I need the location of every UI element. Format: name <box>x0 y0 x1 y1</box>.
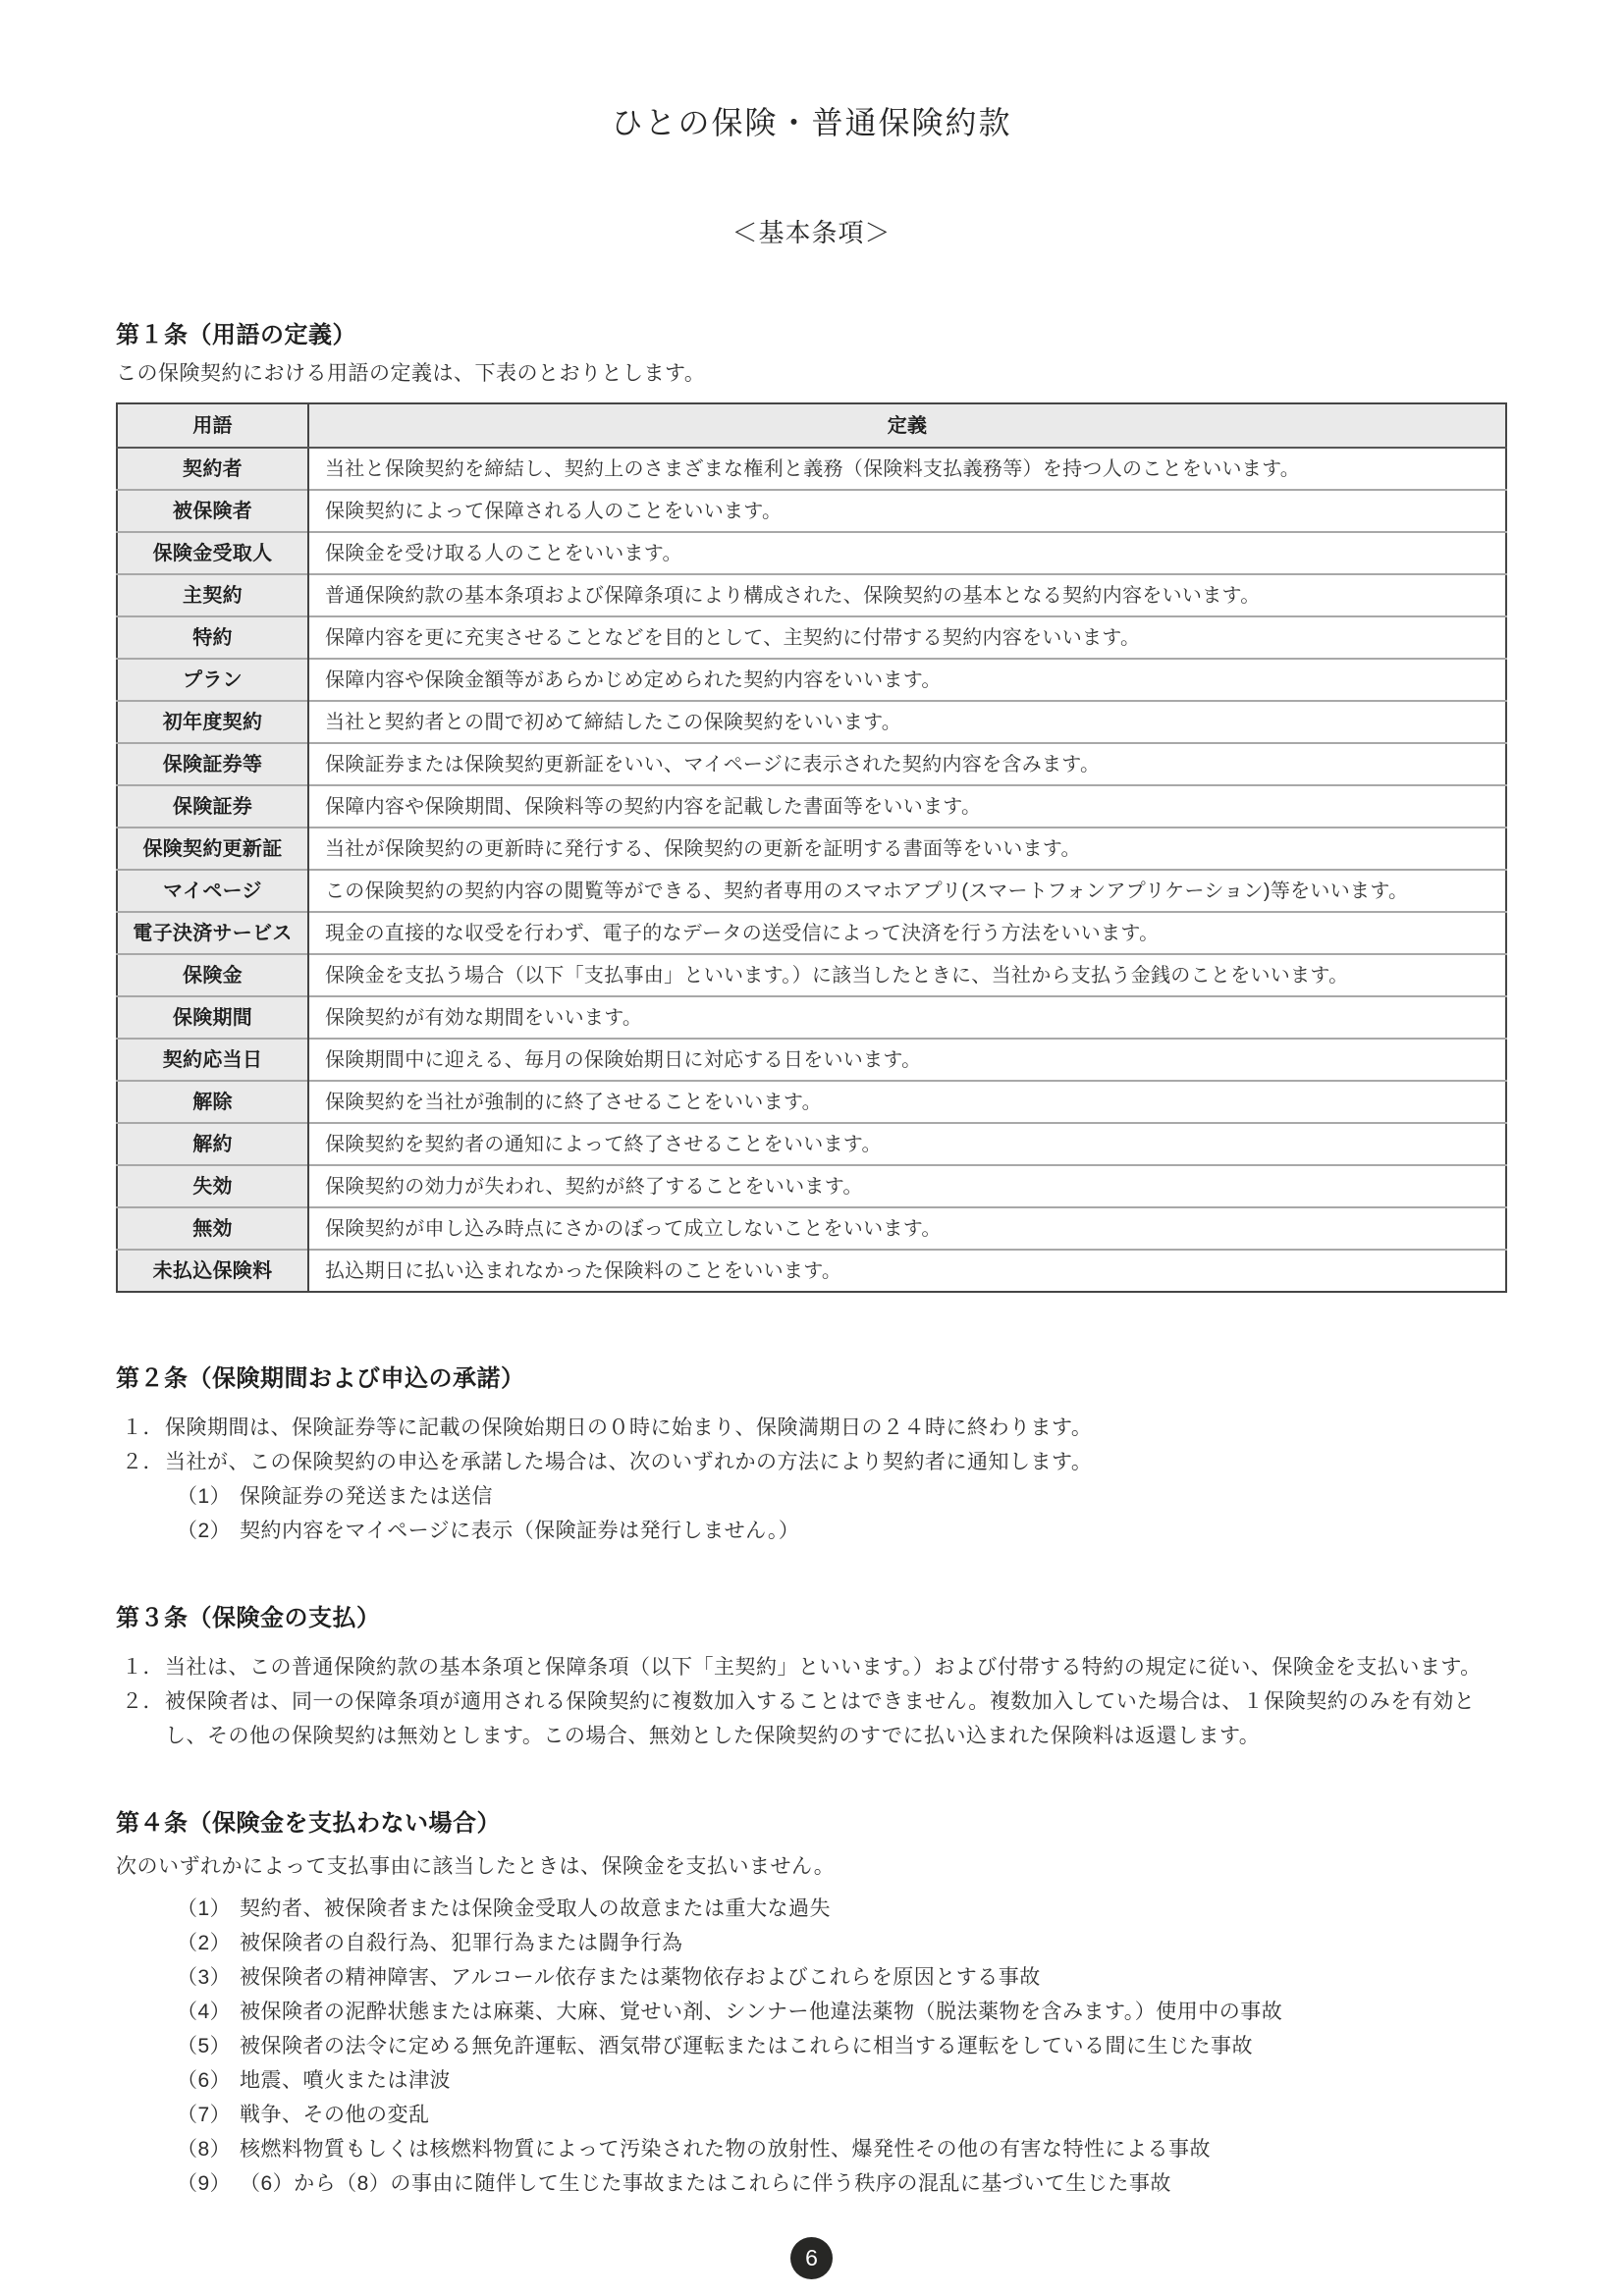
definition-cell: 現金の直接的な収受を行わず、電子的なデータの送受信によって決済を行う方法をいいます。 <box>308 912 1506 954</box>
sub-list-item-text: 戦争、その他の変乱 <box>240 2104 430 2126</box>
term-cell: 特約 <box>117 616 308 659</box>
sub-list-item-number: （1） <box>177 1485 232 1508</box>
definition-cell: この保険契約の契約内容の閲覧等ができる、契約者専用のスマホアプリ(スマートフォンアプリケーション)等をいいます。 <box>308 870 1506 912</box>
list-item-text: 当社が、この保険契約の申込を承諾した場合は、次のいずれかの方法により契約者に通知します。 <box>165 1451 1093 1473</box>
sub-list-item-number: （3） <box>177 1966 232 1989</box>
list-item-text: 被保険者は、同一の保障条項が適用される保険契約に複数加入することはできません。複数加入していた場合は、１保険契約のみを有効とし、その他の保険契約は無効とします。この場合、無効とした保険契約のすでに払い込まれた保険料は返還します。 <box>165 1690 1476 1747</box>
article-2-list <box>116 1411 1507 1548</box>
sub-list-item-number: （4） <box>177 2001 232 2023</box>
sub-list-item <box>177 2166 1507 2201</box>
table-row <box>117 616 1506 659</box>
article-4-list <box>116 1892 1507 2201</box>
sub-list-item-text: 被保険者の泥酔状態または麻薬、大麻、覚せい剤、シンナー他違法薬物（脱法薬物を含みます。）使用中の事故 <box>240 2001 1283 2023</box>
sub-list-item-number: （9） <box>177 2172 232 2195</box>
sub-list-item <box>177 1514 1507 1548</box>
sub-list-item-text: 被保険者の自殺行為、犯罪行為または闘争行為 <box>240 1932 683 1954</box>
definition-cell: 保険契約が有効な期間をいいます。 <box>308 996 1506 1039</box>
sub-list-item <box>177 2063 1507 2098</box>
sub-list-item <box>177 1960 1507 1995</box>
table-row <box>117 785 1506 828</box>
term-cell: 保険期間 <box>117 996 308 1039</box>
list-item-text: 保険期間は、保険証券等に記載の保険始期日の０時に始まり、保険満期日の２４時に終わります。 <box>165 1416 1093 1439</box>
definition-cell: 保険期間中に迎える、毎月の保険始期日に対応する日をいいます。 <box>308 1039 1506 1081</box>
definition-cell: 保険契約を当社が強制的に終了させることをいいます。 <box>308 1081 1506 1123</box>
sub-list-item-number: （7） <box>177 2104 232 2126</box>
term-cell: 無効 <box>117 1207 308 1250</box>
article-4 <box>116 1808 1507 2201</box>
sub-list-item-text: 核燃料物質もしくは核燃料物質によって汚染された物の放射性、爆発性その他の有害な特性による事故 <box>240 2138 1211 2161</box>
article-3-list <box>116 1650 1507 1753</box>
table-row <box>117 448 1506 490</box>
terms-definition-table <box>116 402 1507 1293</box>
term-cell: 保険金受取人 <box>117 532 308 574</box>
sub-list-item-text: 被保険者の精神障害、アルコール依存または薬物依存およびこれらを原因とする事故 <box>240 1966 1041 1989</box>
sub-list-item-number: （2） <box>177 1520 232 1542</box>
article-3-heading: 第３条（保険金の支払） <box>116 1605 381 1631</box>
term-cell: 契約応当日 <box>117 1039 308 1081</box>
table-row <box>117 1250 1506 1292</box>
sub-list-item-text: 契約内容をマイページに表示（保険証券は発行しません。） <box>240 1520 800 1542</box>
sub-list-item-text: 被保険者の法令に定める無免許運転、酒気帯び運転またはこれらに相当する運転をしている間に生じた事故 <box>240 2035 1253 2057</box>
sub-list-item-number: （1） <box>177 1897 232 1920</box>
table-row <box>117 912 1506 954</box>
term-cell: 電子決済サービス <box>117 912 308 954</box>
definition-cell: 保障内容を更に充実させることなどを目的として、主契約に付帯する契約内容をいいます。 <box>308 616 1506 659</box>
list-item-number: １． <box>122 1416 164 1439</box>
sub-list-item <box>177 1926 1507 1960</box>
definition-cell: 保険契約が申し込み時点にさかのぼって成立しないことをいいます。 <box>308 1207 1506 1250</box>
term-cell: 保険契約更新証 <box>117 828 308 870</box>
sub-list-item-number: （6） <box>177 2069 232 2092</box>
table-row <box>117 1123 1506 1165</box>
table-row <box>117 659 1506 701</box>
table-row <box>117 1039 1506 1081</box>
list-item-number: １． <box>122 1656 164 1679</box>
table-row <box>117 1165 1506 1207</box>
article-4-intro: 次のいずれかによって支払事由に該当したときは、保険金を支払いません。 <box>116 1855 836 1878</box>
term-cell: 解除 <box>117 1081 308 1123</box>
page-number-badge <box>790 2237 833 2279</box>
term-column-header: 用語 <box>117 403 308 448</box>
term-cell: 保険証券 <box>117 785 308 828</box>
sub-list-item <box>177 1892 1507 1926</box>
sub-list-item <box>177 1479 1507 1514</box>
definition-cell: 保険契約の効力が失われ、契約が終了することをいいます。 <box>308 1165 1506 1207</box>
table-row <box>117 870 1506 912</box>
definition-cell: 保険金を受け取る人のことをいいます。 <box>308 532 1506 574</box>
list-item <box>122 1411 1507 1445</box>
definition-cell: 保障内容や保険期間、保険料等の契約内容を記載した書面等をいいます。 <box>308 785 1506 828</box>
sub-list-item-text: 契約者、被保険者または保険金受取人の故意または重大な過失 <box>240 1897 831 1920</box>
term-cell: 契約者 <box>117 448 308 490</box>
table-row <box>117 954 1506 996</box>
article-4-heading: 第４条（保険金を支払わない場合） <box>116 1810 501 1837</box>
term-cell: 主契約 <box>117 574 308 616</box>
sub-list-item <box>177 2029 1507 2063</box>
sub-list-item-number: （2） <box>177 1932 232 1954</box>
term-cell: 未払込保険料 <box>117 1250 308 1292</box>
list-item <box>122 1445 1507 1479</box>
term-cell: 失効 <box>117 1165 308 1207</box>
definition-cell: 保険証券または保険契約更新証をいい、マイページに表示された契約内容を含みます。 <box>308 743 1506 785</box>
table-row <box>117 574 1506 616</box>
definition-cell: 保障内容や保険金額等があらかじめ定められた契約内容をいいます。 <box>308 659 1506 701</box>
sub-list-item-text: 保険証券の発送または送信 <box>240 1485 493 1508</box>
definition-cell: 保険金を支払う場合（以下「支払事由」といいます。）に該当したときに、当社から支払う金銭のことをいいます。 <box>308 954 1506 996</box>
table-row <box>117 996 1506 1039</box>
term-cell: 被保険者 <box>117 490 308 532</box>
list-item-text: 当社は、この普通保険約款の基本条項と保障条項（以下「主契約」といいます。）および付帯する特約の規定に従い、保険金を支払います。 <box>165 1656 1482 1679</box>
definition-cell: 普通保険約款の基本条項および保障条項により構成された、保険契約の基本となる契約内容をいいます。 <box>308 574 1506 616</box>
table-row <box>117 1081 1506 1123</box>
list-item <box>122 1684 1507 1753</box>
table-row <box>117 532 1506 574</box>
sub-list-item <box>177 1995 1507 2029</box>
table-header-row <box>117 403 1506 448</box>
article-2 <box>116 1363 1507 1548</box>
sub-list-item-number: （8） <box>177 2138 232 2161</box>
article-2-heading: 第２条（保険期間および申込の承諾） <box>116 1365 525 1392</box>
article-1-intro: この保険契約における用語の定義は、下表のとおりとします。 <box>116 362 706 385</box>
term-cell: 解約 <box>117 1123 308 1165</box>
table-row <box>117 1207 1506 1250</box>
term-cell: 保険証券等 <box>117 743 308 785</box>
sub-list-item-number: （5） <box>177 2035 232 2057</box>
term-cell: マイページ <box>117 870 308 912</box>
definition-column-header: 定義 <box>308 403 1506 448</box>
page-number: 6 <box>805 2245 818 2270</box>
term-cell: プラン <box>117 659 308 701</box>
table-row <box>117 701 1506 743</box>
definition-cell: 当社と契約者との間で初めて締結したこの保険契約をいいます。 <box>308 701 1506 743</box>
definition-cell: 当社と保険契約を締結し、契約上のさまざまな権利と義務（保険料支払義務等）を持つ人のことをいいます。 <box>308 448 1506 490</box>
article-1 <box>116 320 1507 1293</box>
document-title: ひとの保険・普通保険約款 <box>611 105 1012 140</box>
table-row <box>117 490 1506 532</box>
list-item-number: ２． <box>122 1451 164 1473</box>
article-1-heading: 第１条（用語の定義） <box>116 322 356 348</box>
table-row <box>117 828 1506 870</box>
term-cell: 初年度契約 <box>117 701 308 743</box>
list-item <box>122 1650 1507 1684</box>
definition-cell: 保険契約によって保障される人のことをいいます。 <box>308 490 1506 532</box>
definition-cell: 当社が保険契約の更新時に発行する、保険契約の更新を証明する書面等をいいます。 <box>308 828 1506 870</box>
article-3 <box>116 1603 1507 1753</box>
sub-list-item <box>177 2132 1507 2166</box>
table-row <box>117 743 1506 785</box>
sub-list-item-text: （6）から（8）の事由に随伴して生じた事故またはこれらに伴う秩序の混乱に基づいて生じた事故 <box>240 2172 1171 2195</box>
sub-list-item-text: 地震、噴火または津波 <box>240 2069 451 2092</box>
sub-list-item <box>177 2098 1507 2132</box>
term-cell: 保険金 <box>117 954 308 996</box>
definition-cell: 保険契約を契約者の通知によって終了させることをいいます。 <box>308 1123 1506 1165</box>
document-subtitle: ＜基本条項＞ <box>731 218 892 247</box>
definition-cell: 払込期日に払い込まれなかった保険料のことをいいます。 <box>308 1250 1506 1292</box>
list-item-number: ２． <box>122 1690 164 1713</box>
